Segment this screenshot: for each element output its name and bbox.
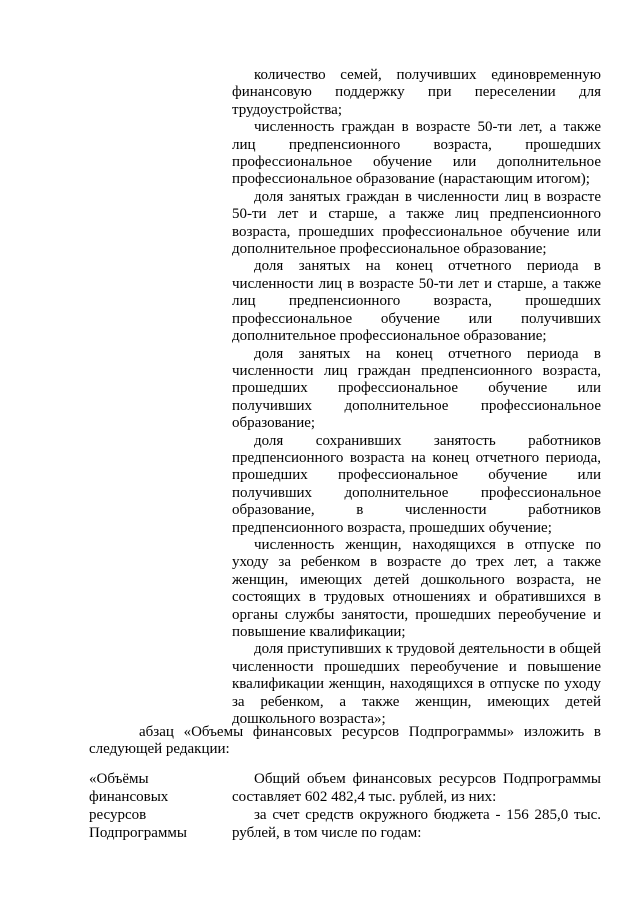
list-item: доля сохранивших занятость работников предпенсионного возраста на конец отчетного периода, прошедших профессиональное обучение или получивших дополнительное профессиональное образование, в численности работников предпенсионного возраста, прошедших обучение; bbox=[232, 432, 601, 536]
table-label-line: ресурсов bbox=[89, 807, 147, 823]
table-label-line: «Объёмы bbox=[89, 771, 149, 787]
table-content-paragraph: за счет средств окружного бюджета - 156 285,0 тыс. рублей, в том числе по годам: bbox=[232, 807, 601, 841]
list-item: численность граждан в возрасте 50-ти лет, а также лиц предпенсионного возраста, прошедших профессиональное обучение или дополнительное профессиональное образование (нарастающим итогом); bbox=[232, 119, 601, 188]
body-paragraph: абзац «Объемы финансовых ресурсов Подпрограммы» изложить в следующей редакции: bbox=[89, 724, 601, 758]
body-paragraph-block bbox=[89, 724, 601, 759]
table-content-paragraph: Общий объем финансовых ресурсов Подпрограммы составляет 602 482,4 тыс. рублей, из них: bbox=[232, 771, 601, 805]
table-content-cell bbox=[232, 770, 601, 842]
list-item: количество семей, получивших единовременную финансовую поддержку при переселении для трудоустройства; bbox=[232, 67, 601, 118]
indicator-list bbox=[232, 67, 601, 728]
list-item: доля занятых на конец отчетного периода в численности лиц граждан предпенсионного возраста, прошедших профессиональное обучение или получивших дополнительное профессиональное образование; bbox=[232, 345, 601, 432]
table-label-line: Подпрограммы bbox=[89, 825, 187, 841]
list-item: доля занятых на конец отчетного периода в численности лиц в возрасте 50-ти лет и старше, а также лиц предпенсионного возраста, прошедших профессиональное обучение или получивших дополнительное профессиональное образование; bbox=[232, 258, 601, 345]
list-item: доля приступивших к трудовой деятельности в общей численности прошедших переобучение и повышение квалификации женщин, находящихся в отпуске по уходу за ребенком, а также женщин, имеющих детей дошкольного возраста»; bbox=[232, 641, 601, 728]
table-label-cell bbox=[89, 770, 229, 842]
list-item: доля занятых граждан в численности лиц в возрасте 50-ти лет и старше, а также лиц предпенсионного возраста, прошедших профессиональное обучение или дополнительное профессиональное образование; bbox=[232, 188, 601, 258]
table-label-line: финансовых bbox=[89, 789, 169, 805]
list-item: численность женщин, находящихся в отпуске по уходу за ребенком в возрасте до трех лет, а также женщин, имеющих детей дошкольного возраста, не состоящих в трудовых отношениях и обратившихся в органы службы занятости, прошедших переобучение и повышение квалификации; bbox=[232, 536, 601, 640]
